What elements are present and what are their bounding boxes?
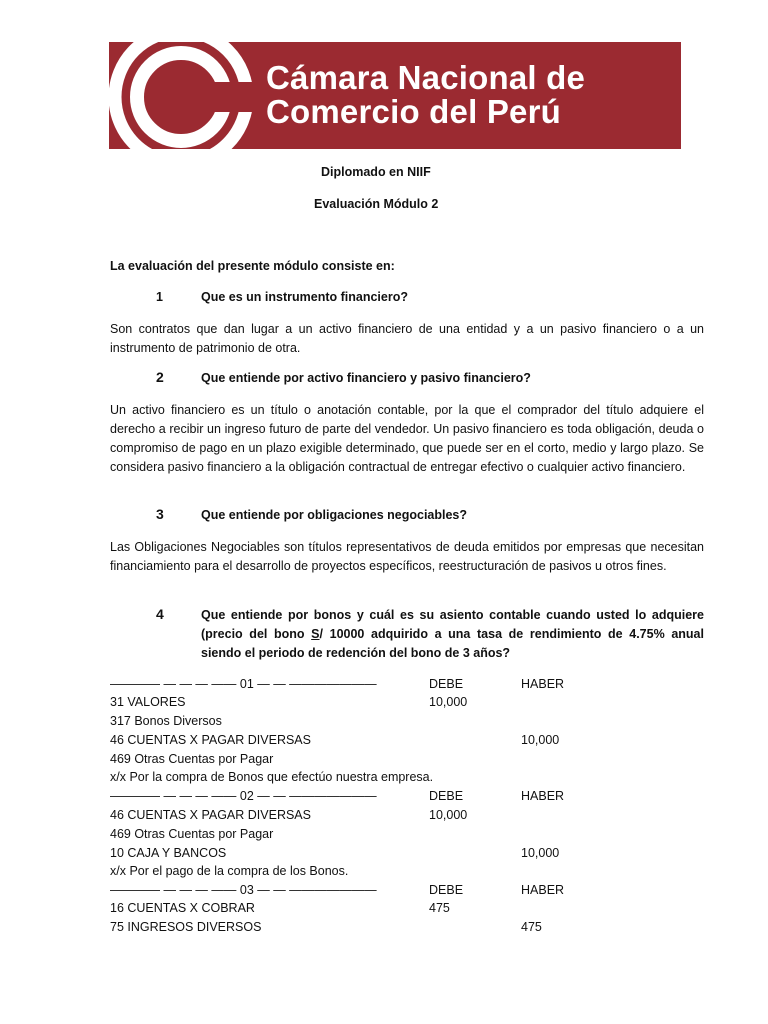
question-number-3: 3 [156,506,164,522]
gloss-line: x/x Por la compra de Bonos que efectúo nuestra empresa. [110,770,434,784]
question-4 [201,606,704,663]
haber-header: HABER [521,789,565,803]
gloss-line: x/x Por el pago de la compra de los Bonos. [110,864,349,878]
account-line: 469 Otras Cuentas por Pagar [110,827,274,841]
account-line: 16 CUENTAS X COBRAR [110,901,255,915]
question-3: Que entiende por obligaciones negociables? [201,508,468,522]
intro-text: La evaluación del presente módulo consiste en: [110,259,395,273]
entry-header-03: ———— — — — —— 03 — — ——————— [110,883,377,897]
question-1: Que es un instrumento financiero? [201,290,408,304]
haber-value: 10,000 [521,846,560,860]
haber-value: 10,000 [521,733,560,747]
question-number-1: 1 [156,290,163,304]
debe-header: DEBE [429,789,464,803]
answer-1: Son contratos que dan lugar a un activo financiero de una entidad y a un pasivo financiero o a un instrumento de patrimonio de otra. [110,322,704,355]
account-line: 469 Otras Cuentas por Pagar [110,752,274,766]
answer-3: Las Obligaciones Negociables son títulos representativos de deuda emitidos por empresas que necesitan financiamiento para el desarrollo de proyectos específicos, reestructuración de pasivos u otros fines. [110,540,704,573]
header-banner [109,42,681,149]
title-line-2: Evaluación Módulo 2 [314,197,439,211]
entry-header-02: ———— — — — —— 02 — — ——————— [110,789,377,803]
question-4-part-1: Que entiende por bonos y cuál es su asiento contable cuando usted lo adquiere (precio del bono [201,608,704,641]
logo-line-1: Cámara Nacional de [266,59,586,96]
debe-value: 475 [429,901,450,915]
debe-value: 10,000 [429,808,468,822]
account-line: 10 CAJA Y BANCOS [110,846,227,860]
answer-2: Un activo financiero es un título o anotación contable, por la que el comprador del título adquiere el derecho a recibir un ingreso futuro de parte del vendedor. Un pasivo financiero es toda obligación, deuda o compromiso de pago en un plazo exigible determinado, que puede ser en el corto, medio y largo plazo. Se considera pasivo financiero a la obligación contractual de entregar efectivo o cualquier activo financiero. [110,403,704,474]
question-number-2: 2 [156,369,164,385]
account-line: 317 Bonos Diversos [110,714,222,728]
question-number-4: 4 [156,606,164,622]
account-line: 46 CUENTAS X PAGAR DIVERSAS [110,733,311,747]
account-line: 46 CUENTAS X PAGAR DIVERSAS [110,808,311,822]
haber-header: HABER [521,883,565,897]
debe-header: DEBE [429,883,464,897]
debe-header: DEBE [429,677,464,691]
question-4-part-2: / 10000 adquirido a una tasa de rendimiento de 4.75% anual siendo el periodo de redención del bono de 3 años? [201,627,704,660]
entry-header-01: ———— — — — —— 01 — — ——————— [110,677,377,691]
question-4-currency: S [311,627,320,641]
debe-value: 10,000 [429,695,468,709]
haber-header: HABER [521,677,565,691]
account-line: 75 INGRESOS DIVERSOS [110,920,262,934]
question-2: Que entiende por activo financiero y pasivo financiero? [201,371,531,385]
logo-line-2: Comercio del Perú [266,93,561,130]
haber-value: 475 [521,920,542,934]
account-line: 31 VALORES [110,695,186,709]
title-line-1: Diplomado en NIIF [321,165,431,179]
